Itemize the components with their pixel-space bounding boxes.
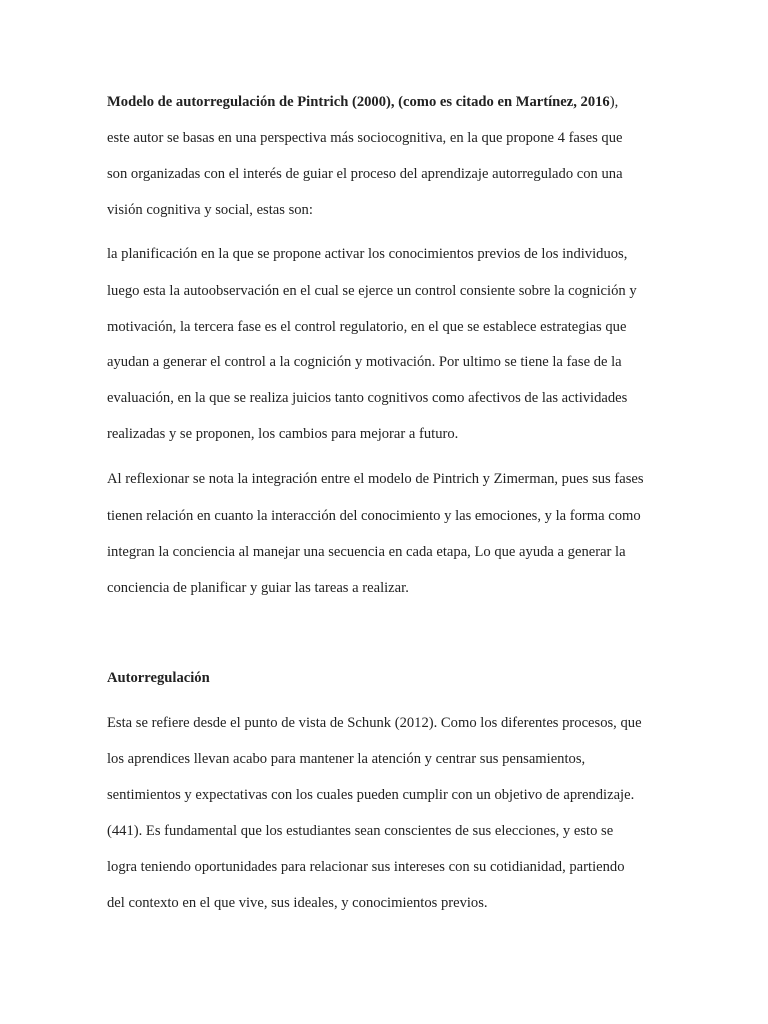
intro-line: visión cognitiva y social, estas son: — [107, 202, 313, 218]
phases-line: luego esta la autoobservación en el cual se ejerce un control consiente sobre la cognición y — [107, 283, 637, 299]
intro-heading-bold: Modelo de autorregulación de Pintrich (2000), (como es citado en Martínez, 2016 — [107, 94, 610, 110]
autorregulacion-line: Esta se refiere desde el punto de vista de Schunk (2012). Como los diferentes procesos, que — [107, 715, 642, 731]
phases-line: la planificación en la que se propone activar los conocimientos previos de los individuos, — [107, 246, 628, 262]
reflection-line: Al reflexionar se nota la integración entre el modelo de Pintrich y Zimerman, pues sus fases — [107, 471, 644, 487]
intro-heading-line — [107, 93, 618, 111]
reflection-line: integran la conciencia al manejar una secuencia en cada etapa, Lo que ayuda a generar la — [107, 544, 626, 560]
autorregulacion-line: los aprendices llevan acabo para mantener la atención y centrar sus pensamientos, — [107, 751, 586, 767]
intro-heading-tail: ), — [609, 94, 619, 110]
autorregulacion-line: sentimientos y expectativas con los cuales pueden cumplir con un objetivo de aprendizaje. — [107, 787, 635, 803]
reflection-line: conciencia de planificar y guiar las tareas a realizar. — [107, 580, 409, 596]
phases-line: motivación, la tercera fase es el control regulatorio, en el que se establece estrategias que — [107, 319, 627, 335]
intro-line: este autor se basas en una perspectiva más sociocognitiva, en la que propone 4 fases que — [107, 130, 623, 146]
autorregulacion-line: del contexto en el que vive, sus ideales, y conocimientos previos. — [107, 895, 488, 911]
intro-line: son organizadas con el interés de guiar el proceso del aprendizaje autorregulado con una — [107, 166, 623, 182]
reflection-line: tienen relación en cuanto la interacción del conocimiento y las emociones, y la forma como — [107, 508, 641, 524]
autorregulacion-line: (441). Es fundamental que los estudiantes sean conscientes de sus elecciones, y esto se — [107, 823, 614, 839]
section-heading: Autorregulación — [107, 670, 210, 686]
phases-line: realizadas y se proponen, los cambios para mejorar a futuro. — [107, 426, 459, 442]
phases-line: evaluación, en la que se realiza juicios tanto cognitivos como afectivos de las actividades — [107, 390, 628, 406]
phases-line: ayudan a generar el control a la cognición y motivación. Por ultimo se tiene la fase de la — [107, 354, 622, 370]
autorregulacion-line: logra teniendo oportunidades para relacionar sus intereses con su cotidianidad, partiendo — [107, 859, 625, 875]
